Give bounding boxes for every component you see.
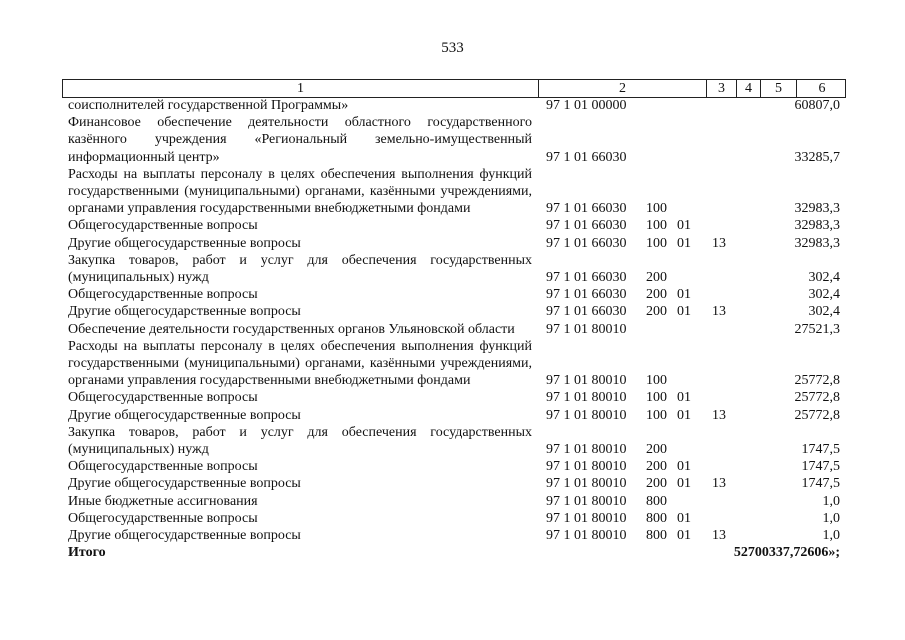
row-expense-type: 100 [646,235,667,251]
table-row [62,458,846,475]
row-expense-type: 800 [646,493,667,509]
table-header-row [62,79,846,98]
row-expense-type: 100 [646,390,667,406]
row-description: Общегосударственные вопросы [68,287,258,303]
table-row [62,510,846,527]
row-amount: 1,0 [822,493,840,509]
row-section: 01 [677,407,691,423]
row-target-code: 97 1 01 80010 [546,510,627,526]
row-target-code: 97 1 01 80010 [546,528,627,544]
row-section: 01 [677,287,691,303]
row-expense-type: 100 [646,201,667,217]
row-description: Другие общегосударственные вопросы [68,304,301,320]
row-section: 01 [677,218,691,234]
row-target-code: 97 1 01 80010 [546,493,627,509]
row-description: Другие общегосударственные вопросы [68,407,301,423]
row-target-code: 97 1 01 80010 [546,407,627,423]
row-section: 01 [677,235,691,251]
row-subsection: 13 [712,304,726,320]
row-amount: 32983,3 [794,218,840,234]
row-amount: 27521,3 [794,321,840,337]
row-amount: 1747,5 [801,476,840,492]
row-target-code: 97 1 01 80010 [546,442,627,458]
row-expense-type: 200 [646,476,667,492]
table-row [62,338,846,390]
row-target-code: 97 1 01 80010 [546,459,627,475]
row-expense-type: 200 [646,459,667,475]
row-expense-type: 800 [646,510,667,526]
table-row [62,166,846,218]
row-description: Иные бюджетные ассигнования [68,493,258,509]
row-expense-type: 100 [646,373,667,389]
row-section: 01 [677,459,691,475]
row-description: Закупка товаров, работ и услуг для обеспечения государственных (муниципальных) нужд [68,424,532,458]
header-col-2: 2 [539,80,707,97]
row-description: Расходы на выплаты персоналу в целях обеспечения выполнения функций государственными (муниципальными) органами, казёнными учреждениями, органами управления государственными внебюджетными фондами [68,338,532,389]
row-target-code: 97 1 01 66030 [546,218,627,234]
row-subsection: 13 [712,476,726,492]
row-target-code: 97 1 01 66030 [546,201,627,217]
table-row [62,217,846,234]
row-description: Общегосударственные вопросы [68,510,258,526]
table-row [62,97,846,114]
row-description: Общегосударственные вопросы [68,459,258,475]
row-expense-type: 100 [646,407,667,423]
row-amount: 302,4 [808,270,840,286]
total-amount: 52700337,72606»; [733,545,840,561]
row-expense-type: 200 [646,287,667,303]
row-target-code: 97 1 01 80010 [546,321,627,337]
row-description: Закупка товаров, работ и услуг для обеспечения государственных (муниципальных) нужд [68,252,532,286]
table-row [62,252,846,286]
row-subsection: 13 [712,528,726,544]
row-section: 01 [677,476,691,492]
header-col-1: 1 [63,80,539,97]
table-row [62,493,846,510]
table-row [62,424,846,458]
row-description: Другие общегосударственные вопросы [68,528,301,544]
row-amount: 1747,5 [801,442,840,458]
header-col-5: 5 [761,80,797,97]
row-amount: 302,4 [808,304,840,320]
row-subsection: 13 [712,235,726,251]
row-amount: 25772,8 [794,407,840,423]
row-target-code: 97 1 01 80010 [546,373,627,389]
row-section: 01 [677,390,691,406]
row-description: Общегосударственные вопросы [68,218,258,234]
row-target-code: 97 1 01 66030 [546,149,627,165]
table-row [62,475,846,492]
header-col-3: 3 [707,80,737,97]
row-description: Расходы на выплаты персоналу в целях обеспечения выполнения функций государственными (муниципальными) органами, казёнными учреждениями, органами управления государственными внебюджетными фондами [68,166,532,217]
total-label: Итого [68,545,106,561]
row-section: 01 [677,528,691,544]
row-target-code: 97 1 01 00000 [546,98,627,113]
row-target-code: 97 1 01 66030 [546,270,627,286]
row-subsection: 13 [712,407,726,423]
row-amount: 32983,3 [794,201,840,217]
row-description: Обеспечение деятельности государственных органов Ульяновской области [68,321,515,337]
row-amount: 32983,3 [794,235,840,251]
header-col-4: 4 [737,80,761,97]
row-description: Другие общегосударственные вопросы [68,235,301,251]
row-description: Финансовое обеспечение деятельности областного государственного казённого учреждения «Региональный земельно-имущественный информационный центр» [68,115,532,165]
table-row [62,114,846,166]
row-section: 01 [677,510,691,526]
row-amount: 33285,7 [794,149,840,165]
table-row [62,235,846,252]
row-amount: 1747,5 [801,459,840,475]
total-row [62,544,846,561]
row-expense-type: 200 [646,270,667,286]
row-amount: 302,4 [808,287,840,303]
row-amount: 25772,8 [794,390,840,406]
row-section: 01 [677,304,691,320]
row-target-code: 97 1 01 66030 [546,304,627,320]
row-expense-type: 800 [646,528,667,544]
row-target-code: 97 1 01 80010 [546,476,627,492]
row-description: Общегосударственные вопросы [68,390,258,406]
row-expense-type: 100 [646,218,667,234]
table-body [62,97,846,561]
budget-table [62,79,846,98]
page-number: 533 [441,40,464,56]
table-row [62,389,846,406]
row-amount: 60807,0 [794,98,840,113]
row-amount: 1,0 [822,510,840,526]
row-amount: 1,0 [822,528,840,544]
table-row [62,407,846,424]
row-expense-type: 200 [646,442,667,458]
row-amount: 25772,8 [794,373,840,389]
row-description: Другие общегосударственные вопросы [68,476,301,492]
row-target-code: 97 1 01 66030 [546,235,627,251]
table-row [62,321,846,338]
row-expense-type: 200 [646,304,667,320]
table-row [62,527,846,544]
row-target-code: 97 1 01 66030 [546,287,627,303]
table-row [62,303,846,320]
row-target-code: 97 1 01 80010 [546,390,627,406]
row-description: соисполнителей государственной Программы» [68,98,349,113]
table-row [62,286,846,303]
header-col-6: 6 [818,81,826,96]
